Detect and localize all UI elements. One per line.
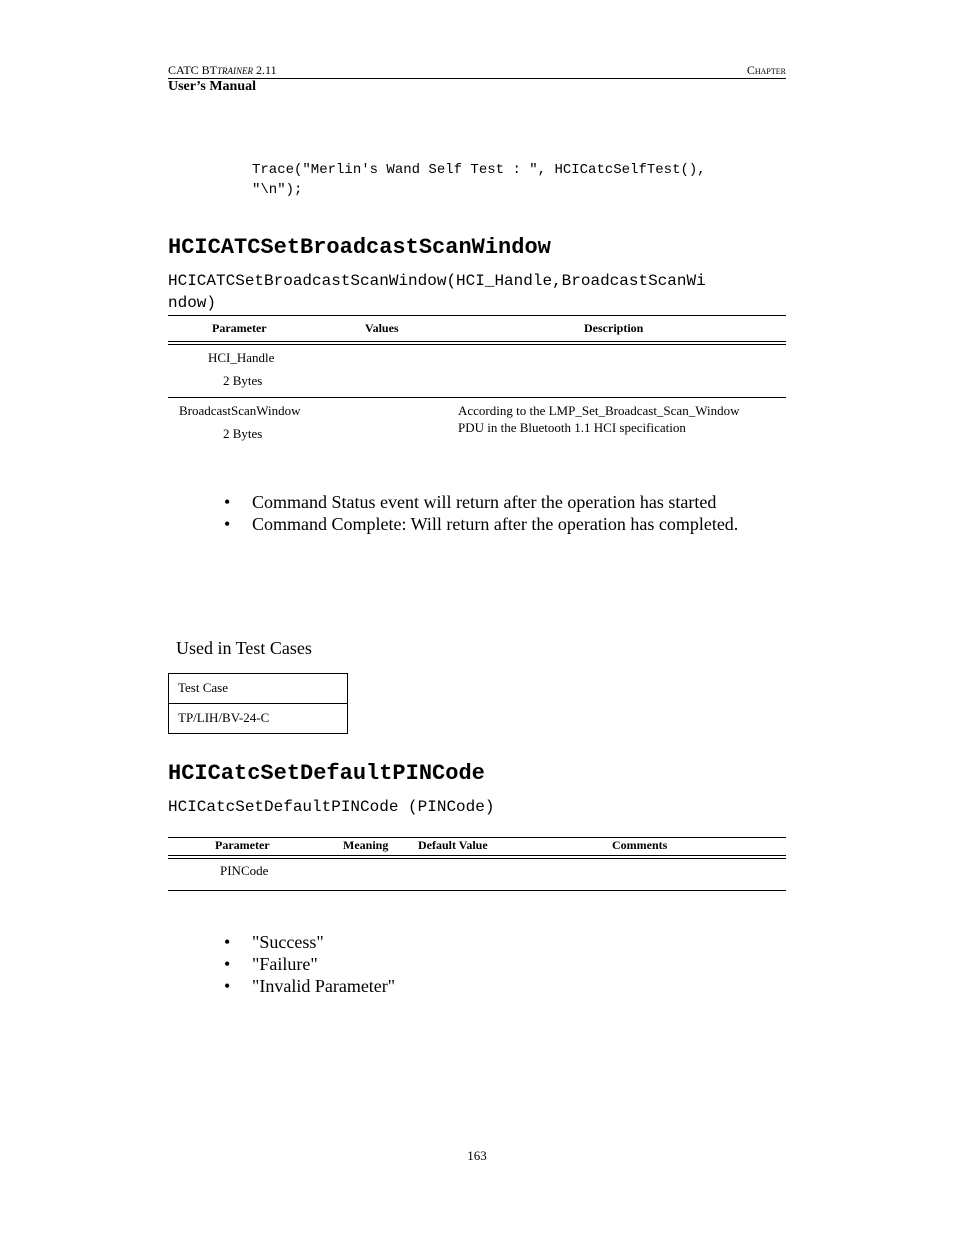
manual-label: User’s Manual <box>168 79 257 94</box>
code-sample <box>252 160 706 200</box>
table-header-parameter: Parameter <box>212 321 267 335</box>
function-signature <box>168 270 706 314</box>
product-name-italic: TRAINER <box>217 66 254 76</box>
param-description: According to the LMP_Set_Broadcast_Scan_Window <box>458 403 740 418</box>
product-version: 2.11 <box>256 63 277 77</box>
param-name: PINCode <box>220 863 269 878</box>
page-number: 163 <box>467 1148 487 1163</box>
param-name: HCI_Handle <box>208 350 275 365</box>
table-header-meaning: Meaning <box>343 838 389 852</box>
signature-line: ndow) <box>168 294 217 312</box>
signature-line: HCICATCSetBroadcastScanWindow(HCI_Handle,BroadcastScanWi <box>168 272 706 290</box>
table-header-values: Values <box>365 321 399 335</box>
table-header-rule <box>168 344 786 345</box>
test-case-cell: TP/LIH/BV-24-C <box>168 703 348 734</box>
table-header-rule <box>168 855 786 856</box>
table-header-rule <box>168 858 786 859</box>
param-name: BroadcastScanWindow <box>179 403 301 418</box>
table-header-parameter: Parameter <box>215 838 270 852</box>
table-bottom-rule <box>168 890 786 891</box>
param-description: PDU in the Bluetooth 1.1 HCI specification <box>458 420 686 435</box>
section-title: HCICATCSetBroadcastScanWindow <box>168 235 551 260</box>
product-prefix: CATC BT <box>168 63 218 77</box>
table-header-rule <box>168 341 786 342</box>
section-title: HCICatcSetDefaultPINCode <box>168 761 485 786</box>
table-header-description: Description <box>584 321 644 335</box>
table-top-rule <box>168 315 786 316</box>
row-rule <box>168 397 786 398</box>
param-size: 2 Bytes <box>223 426 263 441</box>
param-size: 2 Bytes <box>223 373 263 388</box>
used-in-test-cases-label: Used in Test Cases <box>176 638 312 658</box>
code-line: Trace("Merlin's Wand Self Test : ", HCICatcSelfTest(), <box>252 162 706 178</box>
running-header-product <box>168 63 277 78</box>
test-case-header-cell: Test Case <box>168 673 348 704</box>
table-header-comments: Comments <box>612 838 668 852</box>
table-header-default-value: Default Value <box>418 838 488 852</box>
code-line: "\n"); <box>252 182 303 198</box>
header-rule <box>168 78 786 79</box>
function-signature: HCICatcSetDefaultPINCode (PINCode) <box>168 798 495 816</box>
running-header-chapter: Chapter <box>746 63 786 77</box>
